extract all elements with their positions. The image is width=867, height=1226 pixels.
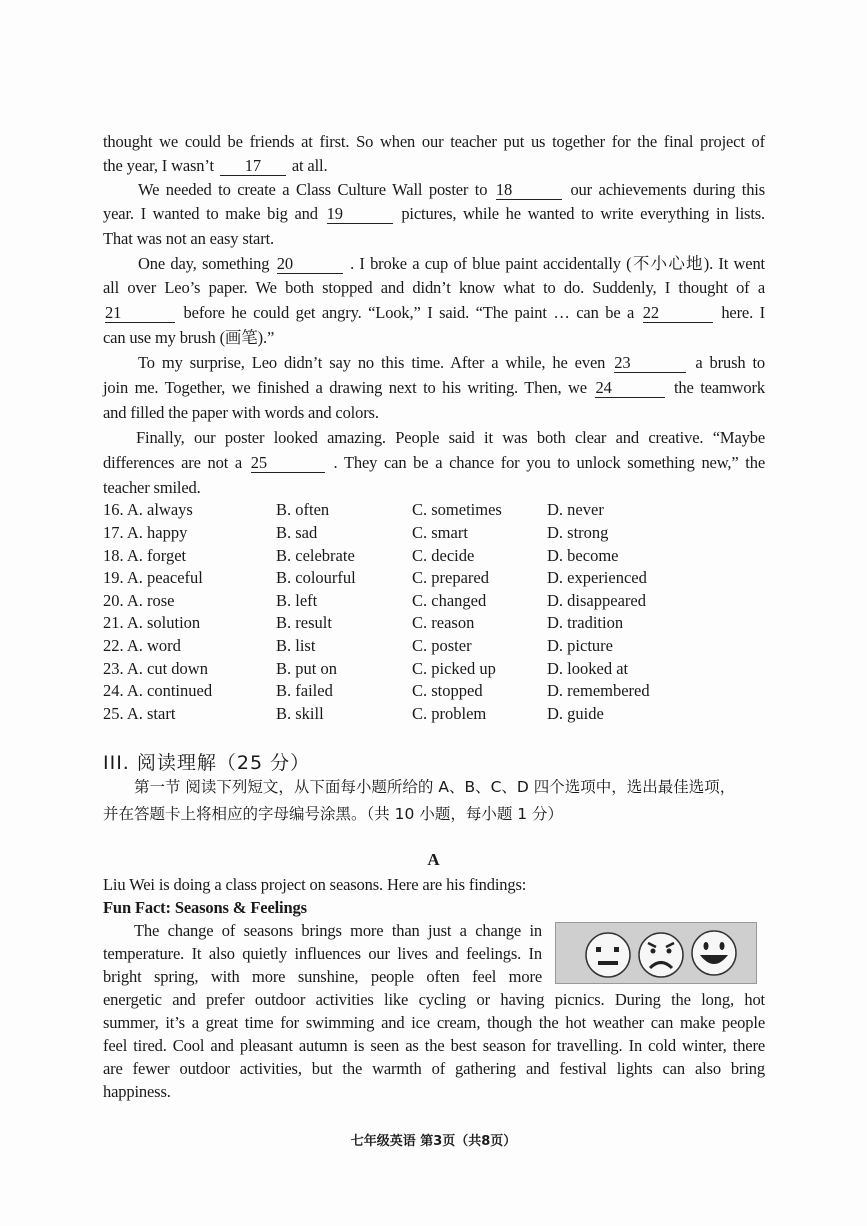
option-a: 17. A. happy: [103, 523, 188, 542]
passage-line: Finally, our poster looked amazing. People said it was both clear and creative. “Maybe: [136, 428, 765, 447]
option-c: C. poster: [412, 636, 472, 655]
faces-illustration: [556, 923, 756, 983]
option-b: B. colourful: [276, 568, 356, 587]
passage-line: teacher smiled.: [103, 478, 201, 497]
option-b: B. put on: [276, 659, 337, 678]
option-c: C. decide: [412, 546, 475, 565]
blank-21: 21: [105, 304, 175, 323]
text: We needed to create a Class Culture Wall poster to: [138, 180, 488, 199]
option-a: 18. A. forget: [103, 546, 187, 565]
option-a: 23. A. cut down: [103, 659, 208, 678]
passage-line: happiness.: [103, 1082, 171, 1101]
blank-20: 20: [277, 255, 343, 274]
passage-line: [138, 351, 765, 375]
blank-24: 24: [595, 379, 665, 398]
option-c: C. stopped: [412, 681, 483, 700]
option-c: C. problem: [412, 704, 487, 723]
option-a: 22. A. word: [103, 636, 181, 655]
text: . They can be a chance for you to unlock something new,” the: [333, 453, 765, 472]
text: . I broke a cup of blue paint accidentally (不小心地). It went: [350, 254, 765, 273]
passage-line: [138, 252, 765, 276]
option-b: B. left: [276, 591, 318, 610]
happy-face-icon: [692, 931, 736, 975]
text: the teamwork: [673, 378, 765, 397]
option-d: D. never: [547, 500, 604, 519]
text: pictures, while he wanted to write everything in lists.: [401, 204, 765, 223]
option-c: C. smart: [412, 523, 468, 542]
option-c: C. reason: [412, 613, 475, 632]
option-d: D. looked at: [547, 659, 629, 678]
option-d: D. strong: [547, 523, 609, 542]
section-instruction: 并在答题卡上将相应的字母编号涂黑。（共 10 小题，每小题 1 分）: [103, 805, 564, 823]
option-a: 19. A. peaceful: [103, 568, 203, 587]
option-c: C. prepared: [412, 568, 489, 587]
sad-face-icon: [639, 933, 683, 977]
emoji-faces-image: [555, 922, 757, 984]
passage-line: The change of seasons brings more than just a change in: [134, 921, 542, 940]
text: a brush to: [695, 353, 766, 372]
page-footer: 七年级英语 第3页（共8页）: [350, 1134, 517, 1149]
passage-line: thought we could be friends at first. So when our teacher put us together for the final project of: [103, 132, 765, 151]
blank-19: 19: [327, 205, 393, 224]
blank-22: 22: [643, 304, 713, 323]
passage-label: A: [427, 850, 440, 869]
passage-line: [103, 451, 765, 475]
text: here. I: [721, 303, 765, 322]
text: join me. Together, we finished a drawing next to his writing. Then, we: [103, 378, 587, 397]
passage-line: all over Leo’s paper. We both stopped and didn’t know what to do. Suddenly, I thought of a: [103, 278, 765, 297]
neutral-face-icon: [586, 933, 630, 977]
option-c: C. changed: [412, 591, 487, 610]
passage-line: are fewer outdoor activities, but the warmth of gathering and festival lights can also bring: [103, 1059, 765, 1078]
option-a: 16. A. always: [103, 500, 193, 519]
text: before he could get angry. “Look,” I said. “The paint … can be a: [183, 303, 635, 322]
option-c: C. sometimes: [412, 500, 502, 519]
option-b: B. list: [276, 636, 316, 655]
passage-intro: Liu Wei is doing a class project on seasons. Here are his findings:: [103, 875, 527, 894]
option-d: D. guide: [547, 704, 604, 723]
option-a: 21. A. solution: [103, 613, 201, 632]
option-c: C. picked up: [412, 659, 496, 678]
option-a: 25. A. start: [103, 704, 176, 723]
option-d: D. picture: [547, 636, 613, 655]
passage-line: summer, it’s a great time for swimming and ice cream, though the hot weather can make people: [103, 1013, 765, 1032]
option-d: D. remembered: [547, 681, 650, 700]
text: To my surprise, Leo didn’t say no this time. After a while, he even: [138, 353, 606, 372]
passage-line: That was not an easy start.: [103, 229, 274, 248]
passage-line: temperature. It also quietly influences our lives and feelings. In: [103, 944, 542, 963]
passage-line: [103, 301, 765, 325]
option-b: B. failed: [276, 681, 333, 700]
section-title: III. 阅读理解（25 分）: [103, 752, 311, 774]
passage-line: [138, 178, 765, 202]
text: year. I wanted to make big and: [103, 204, 318, 223]
text: at all.: [291, 156, 328, 175]
passage-line: [103, 154, 765, 178]
option-a: 24. A. continued: [103, 681, 213, 700]
passage-line: bright spring, with more sunshine, people often feel more: [103, 967, 542, 986]
text: the year, I wasn’t: [103, 156, 214, 175]
passage-line: [103, 376, 765, 400]
passage-line: energetic and prefer outdoor activities like cycling or having picnics. During the long, hot: [103, 990, 765, 1009]
option-a: 20. A. rose: [103, 591, 175, 610]
blank-18: 18: [496, 181, 562, 200]
option-d: D. experienced: [547, 568, 647, 587]
blank-17: 17: [220, 157, 286, 176]
text: One day, something: [138, 254, 270, 273]
blank-23: 23: [614, 354, 686, 373]
option-d: D. disappeared: [547, 591, 646, 610]
option-d: D. become: [547, 546, 619, 565]
passage-heading: Fun Fact: Seasons & Feelings: [103, 898, 307, 917]
section-instruction: 第一节 阅读下列短文，从下面每小题所给的 A、B、C、D 四个选项中，选出最佳选项，: [134, 778, 736, 796]
option-b: B. skill: [276, 704, 324, 723]
text: our achievements during this: [570, 180, 765, 199]
passage-line: feel tired. Cool and pleasant autumn is seen as the best season for travelling. In cold winter, there: [103, 1036, 765, 1055]
passage-line: and filled the paper with words and colors.: [103, 403, 379, 422]
text: differences are not a: [103, 453, 243, 472]
option-d: D. tradition: [547, 613, 624, 632]
option-b: B. result: [276, 613, 332, 632]
option-b: B. sad: [276, 523, 318, 542]
passage-line: can use my brush (画笔).”: [103, 328, 275, 347]
blank-25: 25: [251, 454, 325, 473]
option-b: B. often: [276, 500, 330, 519]
option-b: B. celebrate: [276, 546, 355, 565]
passage-line: [103, 202, 765, 226]
